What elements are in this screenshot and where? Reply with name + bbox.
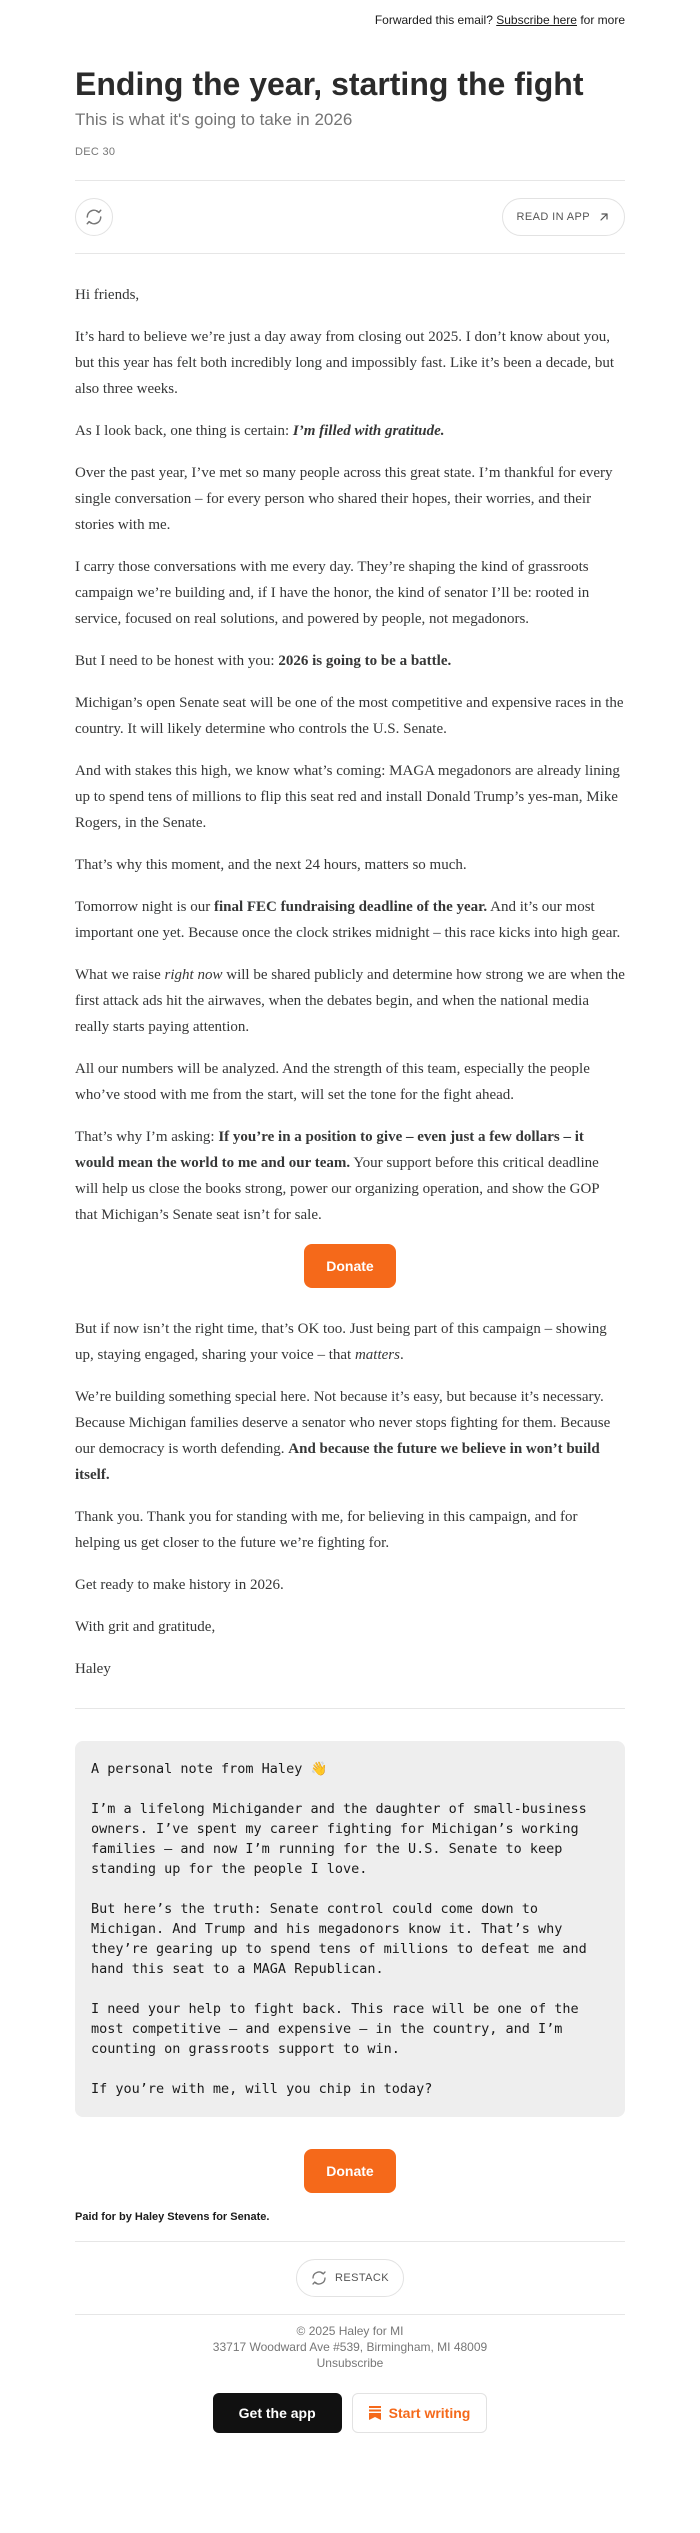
paid-for-disclaimer: Paid for by Haley Stevens for Senate. [75, 2211, 270, 2223]
get-the-app-button[interactable]: Get the app [213, 2393, 342, 2433]
paragraph: And with stakes this high, we know what’s coming: MAGA megadonors are already lining up to spend tens of millions to flip this seat red and install Donald Trump’s yes-man, Mike Rogers, in the Senate. [75, 763, 620, 831]
post-date: DEC 30 [75, 146, 116, 158]
paragraph: What we raise right now will be shared publicly and determine how strong we are when the first attack ads hit the airwaves, when the debates begin, and when the national media really starts paying attention. [75, 967, 625, 1035]
signature: Haley [75, 1661, 111, 1677]
post-subtitle: This is what it's going to take in 2026 [75, 110, 353, 129]
footer-copyright: © 2025 Haley for MI [296, 2324, 404, 2338]
paragraph: That’s why I’m asking: If you’re in a position to give – even just a few dollars – it would mean the world to me and our team. Your support before this critical deadline will help us close the books strong, power our organizing operation, and show the GOP that Michigan’s Senate seat isn’t for sale. [75, 1129, 600, 1223]
post-body [75, 282, 625, 1682]
forward-prefix: Forwarded this email? [374, 13, 493, 27]
paragraph: As I look back, one thing is certain: I’m filled with gratitude. [75, 423, 445, 439]
note-paragraph: If you’re with me, will you chip in today? [91, 2081, 433, 2097]
arrow-up-right-icon [598, 211, 610, 223]
restack-pill-button[interactable] [296, 2259, 404, 2297]
paragraph: But if now isn’t the right time, that’s OK too. Just being part of this campaign – showing up, staying engaged, sharing your voice – that matters. [75, 1321, 607, 1363]
divider [75, 1708, 625, 1709]
read-in-app-label: READ IN APP [516, 211, 590, 223]
paragraph: That’s why this moment, and the next 24 hours, matters so much. [75, 857, 467, 873]
donate-row-2 [75, 2149, 625, 2193]
paragraph: Over the past year, I’ve met so many people across this great state. I’m thankful for every single conversation – for every person who shared their hopes, their worries, and their stories with me. [75, 465, 613, 533]
donate-button[interactable]: Donate [304, 1244, 395, 1288]
footer [75, 2323, 625, 2371]
paragraph: With grit and gratitude, [75, 1619, 216, 1635]
restack-label: RESTACK [335, 2272, 389, 2284]
donate-button-2[interactable]: Donate [304, 2149, 395, 2193]
personal-note-box [75, 1741, 625, 2117]
restack-icon [85, 208, 103, 226]
note-paragraph: But here’s the truth: Senate control could come down to Michigan. And Trump and his megadonors know it. That’s why they’re gearing up to spend tens of millions to defeat me and hand this seat to a MAGA Republican. [91, 1901, 587, 1977]
start-writing-button[interactable] [352, 2393, 488, 2433]
cta-row [75, 2393, 625, 2433]
subscribe-link[interactable]: Subscribe here [496, 13, 577, 27]
email-container [75, 0, 625, 2433]
paragraph: But I need to be honest with you: 2026 is going to be a battle. [75, 653, 452, 669]
restack-icon [311, 2270, 327, 2286]
paragraph: We’re building something special here. Not because it’s easy, but because it’s necessary. Because Michigan families deserve a senator who never stops fighting for them. Because our democracy is worth defending. And because the future we believe in won’t build itself. [75, 1389, 611, 1483]
note-paragraph: I’m a lifelong Michigander and the daughter of small-business owners. I’ve spent my career fighting for Michigan’s working families – and now I’m running for the U.S. Senate to keep standing up for the people I love. [91, 1801, 587, 1877]
paragraph: All our numbers will be analyzed. And the strength of this team, especially the people who’ve stood with me from the start, will set the tone for the fight ahead. [75, 1061, 590, 1103]
donate-row [75, 1244, 625, 1288]
note-paragraph: I need your help to fight back. This race will be one of the most competitive – and expensive – in the country, and I’m counting on grassroots support to win. [91, 2001, 579, 2057]
paragraph: Tomorrow night is our final FEC fundraising deadline of the year. And it’s our most important one yet. Because once the clock strikes midnight – this race kicks into high gear. [75, 899, 621, 941]
start-writing-label: Start writing [388, 2405, 471, 2421]
unsubscribe-link[interactable]: Unsubscribe [316, 2356, 384, 2370]
post-toolbar [75, 180, 625, 254]
forward-suffix: for more [580, 13, 625, 27]
restack-button[interactable] [75, 198, 113, 236]
paragraph: Michigan’s open Senate seat will be one of the most competitive and expensive races in the country. It will likely determine who controls the U.S. Senate. [75, 695, 624, 737]
note-heading: A personal note from Haley 👋 [91, 1761, 328, 1777]
post-title[interactable]: Ending the year, starting the fight [75, 66, 584, 102]
paragraph: I carry those conversations with me every day. They’re shaping the kind of grassroots campaign we’re building and, if I have the honor, the kind of senator I’ll be: rooted in service, focused on real solutions, and powered by people, not megadonors. [75, 559, 590, 627]
footer-address: 33717 Woodward Ave #539, Birmingham, MI 48009 [212, 2340, 488, 2354]
read-in-app-button[interactable] [502, 198, 625, 236]
paragraph: Get ready to make history in 2026. [75, 1577, 284, 1593]
paragraph: Thank you. Thank you for standing with me, for believing in this campaign, and for helping us get closer to the future we’re fighting for. [75, 1509, 578, 1551]
forward-bar [75, 0, 625, 32]
restack-row [75, 2241, 625, 2315]
paragraph: It’s hard to believe we’re just a day away from closing out 2025. I don’t know about you, but this year has felt both incredibly long and impossibly fast. Like it’s been a decade, but also three weeks. [75, 329, 615, 397]
paragraph: Hi friends, [75, 287, 140, 303]
substack-logo-icon [369, 2406, 381, 2420]
